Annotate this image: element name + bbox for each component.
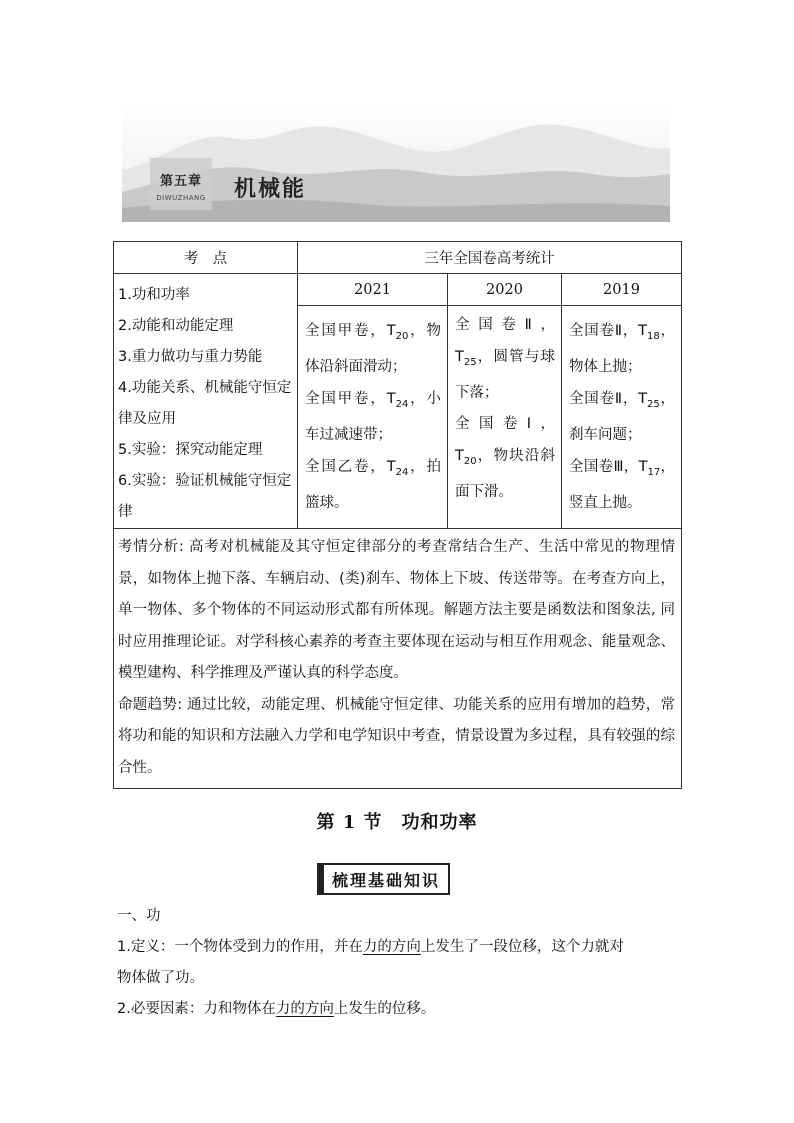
year-header-2019: 2019: [562, 274, 682, 306]
topic-item: 6.实验：验证机械能守恒定律: [118, 473, 292, 520]
definition-line-2: 物体做了功。: [117, 970, 204, 986]
chapter-number: 第五章: [159, 174, 202, 189]
exam-stats-table: [113, 241, 682, 789]
exam-item: 全 国 卷 Ⅰ ，$T_{20}$，物块沿斜面下滑。: [455, 416, 555, 501]
header-stats: 三年全国卷高考统计: [298, 242, 682, 274]
factor-line: 2.必要因素：力和物体在力的方向上发生的位移。: [117, 1001, 436, 1017]
exam-item: 全国卷Ⅲ，$T_{17}$，竖直上抛。: [569, 458, 676, 512]
chapter-banner: [122, 100, 670, 222]
chapter-title: 机械能: [234, 177, 307, 202]
chapter-pinyin: DIWUZHANG: [156, 194, 206, 202]
exam-item: 全国甲卷，$T_{24}$，小车过减速带；: [305, 390, 441, 444]
topic-item: 3.重力做功与重力势能: [118, 349, 263, 365]
year-header-2020: 2020: [448, 274, 562, 306]
cell-2019: [562, 306, 682, 529]
exam-item: 全国甲卷，$T_{20}$，物体沿斜面滑动；: [305, 323, 441, 376]
exam-item: 全 国 卷 Ⅱ ，$T_{25}$，圆管与球下落；: [455, 317, 555, 401]
topic-item: 2.动能和动能定理: [118, 318, 234, 334]
cell-2021: [298, 306, 448, 529]
section-title: 第 1 节 功和功率: [316, 812, 478, 833]
exam-item: 全国乙卷，$T_{24}$，拍篮球。: [305, 458, 441, 512]
chapter-label-box: [150, 158, 212, 210]
analysis-cell: [114, 529, 682, 789]
topic-item: 4.功能关系、机械能守恒定律及应用: [118, 380, 292, 427]
year-header-2021: 2021: [298, 274, 448, 306]
cell-2020: [448, 306, 562, 529]
heading-work: 一、功: [117, 908, 161, 924]
exam-trend: 命题趋势: 通过比较，动能定理、机械能守恒定律、功能关系的应用有增加的趋势，常将功和能的知识和方法融入力学和电学知识中考查，情景设置为多过程，具有较强的综合性。: [118, 696, 676, 776]
topic-item: 1.功和功率: [118, 287, 190, 303]
subsection-title: 梳理基础知识: [317, 863, 450, 895]
definition-line-1: 1.定义：一个物体受到力的作用，并在力的方向上发生了一段位移，这个力就对: [117, 939, 624, 955]
exam-item: 全国卷Ⅱ，$T_{25}$，刹车问题；: [569, 390, 676, 444]
exam-analysis: 考情分析: 高考对机械能及其守恒定律部分的考查常结合生产、生活中常见的物理情景，如物体上抛下落、车辆启动、(类)刹车、物体上下坡、传送带等。在考查方向上，单一物体、多个物体的不同运动形式都有所体现。解题方法主要是函数法和图象法, 同时应用推理论证。对学科核心素养的考查主要体现在运动与相互作用观念、能量观念、模型建构、科学推理及严谨认真的科学态度。: [118, 539, 676, 681]
exam-item: 全国卷Ⅱ，$T_{18}$，物体上抛；: [569, 323, 676, 376]
topic-item: 5.实验：探究动能定理: [118, 442, 263, 458]
header-topics: 考 点: [114, 242, 298, 274]
topics-cell: [114, 274, 298, 529]
